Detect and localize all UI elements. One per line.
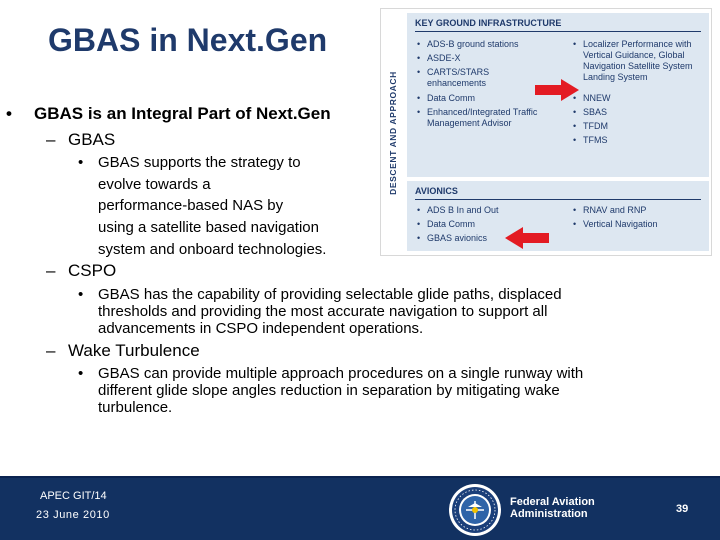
red-arrow-right-icon — [535, 79, 579, 101]
gbas-text-line: evolve towards a — [98, 176, 211, 193]
gbas-text-line: using a satellite based navigation — [98, 219, 319, 236]
list-item: • Localizer Performance with Vertical Guidance, Global Navigation Satellite System Landing System — [573, 39, 693, 82]
list-item: • Data Comm — [417, 219, 476, 229]
wake-turbulence-heading: Wake Turbulence — [68, 341, 200, 360]
agency-name — [510, 496, 595, 520]
list-item: • RNAV and RNP — [573, 205, 647, 215]
descent-approach-label: DESCENT AND APPROACH — [388, 71, 398, 195]
cspo-text-line: thresholds and providing the most accurate navigation to support all — [98, 303, 548, 320]
list-item: • GBAS avionics — [417, 233, 488, 243]
gbas-text-line: performance-based NAS by — [98, 197, 284, 214]
main-bullet: GBAS is an Integral Part of Next.Gen — [34, 104, 331, 123]
list-item: • ADS B In and Out — [417, 205, 499, 215]
footer-bar — [0, 476, 720, 540]
sub-bullet-marker: – — [46, 261, 56, 280]
wake-text-line: turbulence. — [98, 399, 173, 416]
footer-divider — [0, 476, 720, 478]
cspo-text-line: advancements in CSPO independent operations. — [98, 320, 424, 337]
red-arrow-left-icon — [505, 227, 549, 249]
slide-title: GBAS in Next.Gen — [48, 22, 328, 58]
third-bullet-marker: • — [78, 154, 84, 171]
divider — [415, 199, 701, 200]
list-item: • CARTS/STARS enhancements — [417, 67, 490, 88]
list-item: • SBAS — [573, 107, 608, 117]
list-item: • Enhanced/Integrated Traffic Management Advisor — [417, 107, 538, 128]
list-item: • ADS-B ground stations — [417, 39, 519, 49]
cspo-text-line: GBAS has the capability of providing selectable glide paths, displaced — [98, 286, 562, 303]
bullet-marker: • — [6, 104, 12, 123]
third-bullet-marker: • — [78, 286, 84, 303]
footer-org: APEC GIT/14 — [40, 490, 107, 502]
nextgen-infographic — [380, 8, 712, 256]
footer-date: 23 June 2010 — [36, 509, 110, 521]
list-item: • NNEW — [573, 93, 611, 103]
faa-seal-icon — [448, 483, 502, 537]
wake-text-line: GBAS can provide multiple approach procedures on a single runway with — [98, 365, 584, 382]
side-band — [381, 9, 405, 255]
divider — [415, 31, 701, 32]
page-number: 39 — [676, 503, 689, 515]
agency-line: Administration — [510, 508, 588, 520]
gbas-text-line: GBAS supports the strategy to — [98, 154, 301, 171]
key-ground-heading: KEY GROUND INFRASTRUCTURE — [415, 18, 562, 28]
list-item: • TFDM — [573, 121, 608, 131]
cspo-heading: CSPO — [68, 261, 117, 280]
avionics-heading: AVIONICS — [415, 186, 458, 196]
wake-text-line: different glide slope angles reduction in separation by mitigating wake — [98, 382, 560, 399]
gbas-heading: GBAS — [68, 130, 116, 149]
list-item: • Vertical Navigation — [573, 219, 658, 229]
agency-line: Federal Aviation — [510, 496, 595, 508]
third-bullet-marker: • — [78, 365, 84, 382]
sub-bullet-marker: – — [46, 130, 56, 149]
list-item: • ASDE-X — [417, 53, 461, 63]
sub-bullet-marker: – — [46, 341, 56, 360]
list-item: • TFMS — [573, 135, 608, 145]
gbas-text-line: system and onboard technologies. — [98, 241, 327, 258]
avionics-section — [407, 181, 709, 251]
list-item: • Data Comm — [417, 93, 476, 103]
